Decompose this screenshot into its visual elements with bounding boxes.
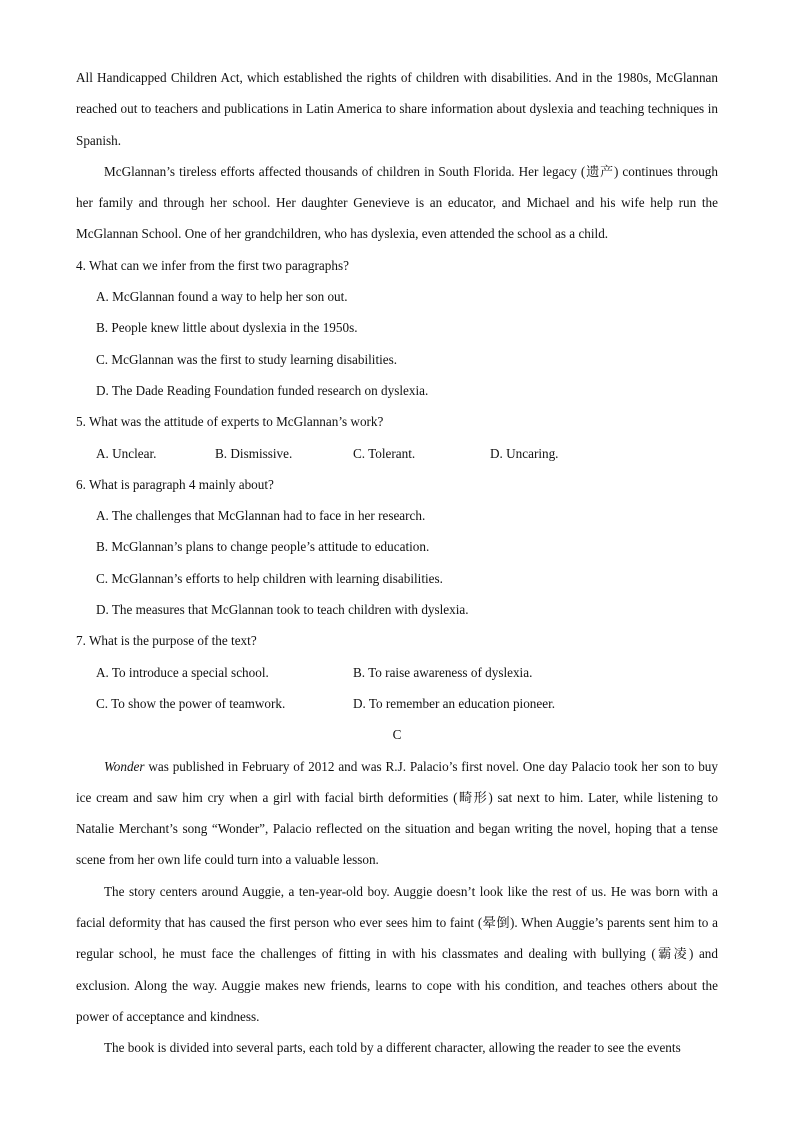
passage-c-paragraph-3-start: The book is divided into several parts, each told by a different character, allowing the reader to see the events (104, 1040, 681, 1056)
option-d: D. To remember an education pioneer. (353, 695, 556, 711)
option-b: B. To raise awareness of dyslexia. (353, 664, 533, 680)
option-d: D. Uncaring. (490, 445, 559, 461)
question-stem: 7. What is the purpose of the text? (76, 633, 257, 649)
question-stem: 6. What is paragraph 4 mainly about? (76, 476, 274, 492)
option-c: C. McGlannan was the first to study learning disabilities. (96, 351, 398, 367)
question-stem: 5. What was the attitude of experts to McGlannan’s work? (76, 414, 384, 430)
option-a: A. McGlannan found a way to help her son out. (96, 289, 348, 305)
passage-c-paragraph-1 (76, 751, 718, 876)
passage-b-paragraph-5: McGlannan’s tireless efforts affected thousands of children in South Florida. Her legacy (遗产) continues through her family and through her school. Her daughter Genevieve is an educator, and Michael and his wife help run the McGlannan School. One of her grandchildren, who has dyslexia, even attended the school as a child. (76, 163, 718, 242)
option-c: C. McGlannan’s efforts to help children with learning disabilities. (96, 570, 443, 586)
question-4 (76, 250, 718, 406)
options-row (76, 657, 718, 688)
option-d: D. The Dade Reading Foundation funded research on dyslexia. (96, 382, 429, 398)
question-7 (76, 625, 718, 719)
option-c: C. To show the power of teamwork. (96, 695, 286, 711)
option-a: A. The challenges that McGlannan had to face in her research. (96, 508, 426, 524)
question-5 (76, 406, 718, 469)
passage-b-paragraph-3-tail: All Handicapped Children Act, which established the rights of children with disabilities. And in the 1980s, McGlannan reached out to teachers and publications in Latin America to share information about dyslexia and teaching techniques in Spanish. (76, 70, 718, 148)
option-c: C. Tolerant. (353, 445, 416, 461)
passage-c-paragraph-2: The story centers around Auggie, a ten-year-old boy. Auggie doesn’t look like the rest of us. He was born with a facial deformity that has caused the first person who ever sees him to faint (晕倒). When Auggie’s parents sent him to a regular school, he must face the challenges of fitting in with his classmates and dealing with bullying (霸凌) and exclusion. Along the way. Auggie makes new friends, learns to cope with his condition, and teaches others about the power of acceptance and kindness. (76, 883, 718, 1024)
options-row (76, 688, 718, 719)
options-row (76, 438, 718, 469)
option-b: B. Dismissive. (215, 445, 293, 461)
option-b: B. People knew little about dyslexia in the 1950s. (96, 320, 358, 336)
option-a: A. To introduce a special school. (96, 664, 269, 680)
paragraph-text: was published in February of 2012 and was R.J. Palacio’s first novel. One day Palacio took her son to buy ice cream and saw him cry when a girl with facial birth deformities (畸形) sat next to him. Later, while listening to Natalie Merchant’s song “Wonder”, Palacio reflected on the situation and began writing the novel, hoping that a tense scene from her own life could turn into a valuable lesson. (76, 758, 718, 868)
option-b: B. McGlannan’s plans to change people’s attitude to education. (96, 539, 430, 555)
option-a: A. Unclear. (96, 445, 157, 461)
option-d: D. The measures that McGlannan took to teach children with dyslexia. (96, 602, 469, 618)
question-stem: 4. What can we infer from the first two paragraphs? (76, 257, 349, 273)
question-6 (76, 469, 718, 625)
section-heading: C (392, 727, 402, 743)
document-page (76, 62, 718, 1064)
book-title: Wonder (104, 758, 145, 774)
